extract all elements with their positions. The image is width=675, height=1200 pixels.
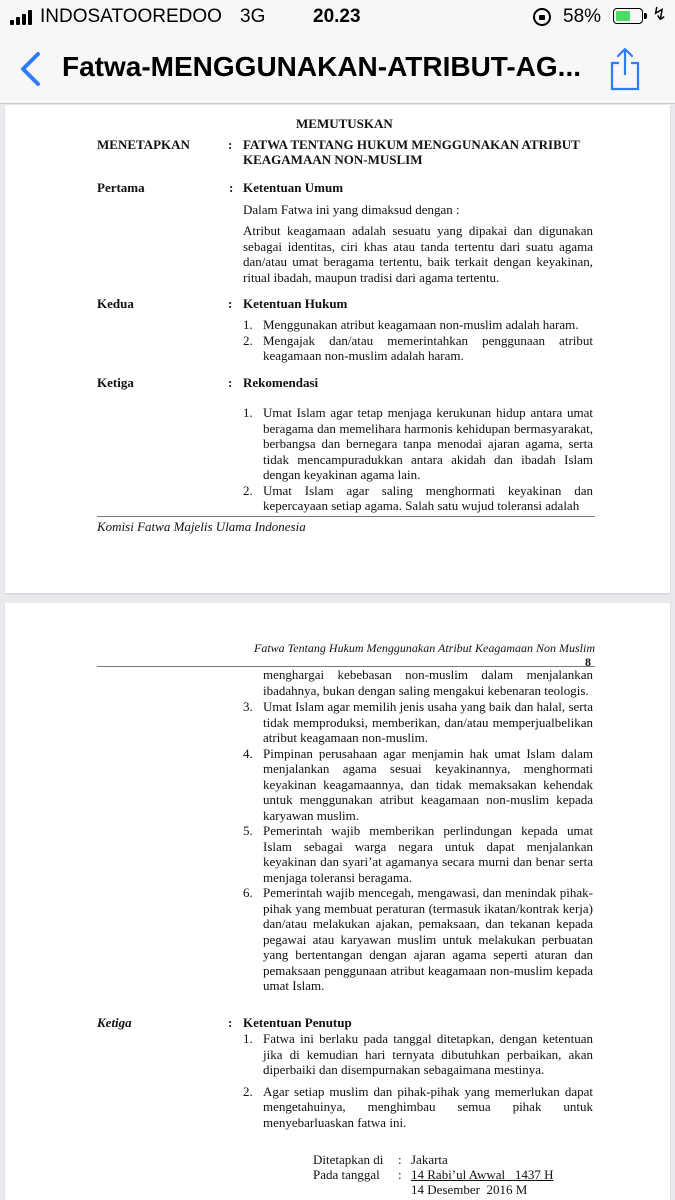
running-header: Fatwa Tentang Hukum Menggunakan Atribut Keagamaan Non Muslim bbox=[254, 641, 595, 655]
battery-percentage: 58% bbox=[563, 6, 602, 27]
document-page-2[interactable] bbox=[5, 603, 670, 1200]
kedua-title: Ketentuan Hukum bbox=[243, 296, 348, 311]
list-item: 1. Fatwa ini berlaku pada tanggal ditetapkan, dengan ketentuan jika di kemudian hari ternyata dibutuhkan perbaikan, akan diperbaiki dan disempurnakan sebagaimana mestinya. bbox=[243, 1031, 593, 1077]
ketiga-label: Ketiga bbox=[97, 375, 134, 390]
menetapkan-colon: : bbox=[228, 137, 233, 152]
page-number: 8 bbox=[585, 655, 591, 669]
tanggal-masehi: 14 Desember 2016 M bbox=[411, 1182, 528, 1197]
pertama-label: Pertama bbox=[97, 180, 145, 195]
list-item: 3. Umat Islam agar memilih jenis usaha yang baik dan halal, serta tidak memproduksi, memberikan, dan/atau memperjualbelikan atribut keagamaan non-muslim. bbox=[243, 699, 593, 745]
battery-icon bbox=[613, 8, 643, 24]
list-item: 4. Pimpinan perusahaan agar menjamin hak umat Islam dalam menjalankan agama sesuai keyakinannya, menghormati keyakinan keagamaannya, dan tidak memaksakan kehendak untuk menggunakan atribut keagamaan non-muslim kepada karyawan muslim. bbox=[243, 745, 593, 823]
navigation-bar bbox=[0, 34, 675, 104]
chevron-left-icon[interactable] bbox=[16, 51, 46, 87]
kedua-colon: : bbox=[228, 296, 233, 311]
ketiga-title: Rekomendasi bbox=[243, 375, 319, 390]
pertama-intro: Dalam Fatwa ini yang dimaksud dengan : bbox=[243, 202, 460, 217]
list-item: 1. Umat Islam agar tetap menjaga kerukunan hidup antara umat beragama dan memelihara harmonis kehidupan bermasyarakat, berbangsa dan bernegara tanpa menodai ajaran agama, serta tidak mencampuradukkan antara akidah dan ibadah Islam dengan keyakinan agama lain. bbox=[243, 405, 593, 482]
document-page-1[interactable] bbox=[5, 105, 670, 593]
list-item: 6. Pemerintah wajib mencegah, mengawasi, dan menindak pihak-pihak yang membuat peraturan (termasuk ikatan/kontrak kerja) dan/atau melakukan ajakan, pemaksaan, dan tekanan kepada pegawai atau karyawan muslim untuk melakukan perbuatan yang bertentangan dengan ajaran agama seperti aturan dan pemaksaan penggunaan atribut keagamaan non-muslim kepada umat Islam. bbox=[243, 885, 593, 993]
footer-divider bbox=[97, 516, 595, 517]
ketiga-penutup-label: Ketiga bbox=[97, 1015, 132, 1030]
pertama-colon: : bbox=[229, 180, 234, 195]
battery-level-fill bbox=[616, 11, 630, 21]
tanggal-label: Pada tanggal bbox=[313, 1167, 380, 1182]
kedua-list bbox=[243, 317, 593, 364]
list-item: 1. Menggunakan atribut keagamaan non-muslim adalah haram. bbox=[243, 317, 579, 332]
tanggal-colon: : bbox=[398, 1167, 402, 1182]
signal-strength-icon bbox=[10, 9, 36, 25]
ditetapkan-label: Ditetapkan di bbox=[313, 1152, 384, 1167]
rotation-lock-icon bbox=[533, 8, 551, 26]
menetapkan-label: MENETAPKAN bbox=[97, 137, 190, 152]
status-bar bbox=[0, 0, 675, 34]
ketiga-colon: : bbox=[228, 375, 233, 390]
list-item: 5. Pemerintah wajib memberikan perlindungan kepada umat Islam sebagai warga negara untuk dapat menjalankan keyakinan dan syari’at agamanya secara murni dan benar serta menjaga toleransi beragama. bbox=[243, 823, 593, 885]
menetapkan-text-line-1: FATWA TENTANG HUKUM MENGGUNAKAN ATRIBUT bbox=[243, 137, 580, 152]
kedua-label: Kedua bbox=[97, 296, 134, 311]
ditetapkan-colon: : bbox=[398, 1152, 402, 1167]
list-item: 2. Agar setiap muslim dan pihak-pihak yang memerlukan dapat mengetahuinya, menghimbau semua pihak untuk menyebarluaskan fatwa ini. bbox=[243, 1083, 593, 1130]
continuation-text: menghargai kebebasan non-muslim dalam menjalankan ibadahnya, bukan dengan saling mengakui kebenaran teologis. bbox=[263, 667, 593, 698]
list-item: 2. Umat Islam agar saling menghormati keyakinan dan kepercayaan setiap agama. Salah satu wujud toleransi adalah bbox=[243, 482, 593, 513]
share-icon[interactable] bbox=[608, 46, 642, 92]
pertama-definition: Atribut keagamaan adalah sesuatu yang dipakai dan digunakan sebagai identitas, ciri khas atau tanda tertentu dari suatu agama dan/atau umat beragama tertentu, baik terkait dengan keyakinan, ritual ibadah, maupun tradisi dari agama tertentu. bbox=[243, 223, 593, 285]
ketentuan-penutup-title: Ketentuan Penutup bbox=[243, 1015, 352, 1030]
rekomendasi-list-continued bbox=[243, 699, 593, 994]
document-title: Fatwa-MENGGUNAKAN-ATRIBUT-AG... bbox=[62, 51, 582, 82]
clock: 20.23 bbox=[313, 6, 361, 27]
section-heading: MEMUTUSKAN bbox=[296, 116, 393, 131]
carrier-name: INDOSATOOREDOO bbox=[40, 6, 222, 27]
ketiga-penutup-colon: : bbox=[228, 1015, 233, 1030]
ketiga-list bbox=[243, 405, 593, 514]
pertama-title: Ketentuan Umum bbox=[243, 180, 344, 195]
network-type: 3G bbox=[240, 6, 266, 27]
ditetapkan-location: Jakarta bbox=[411, 1152, 448, 1167]
charging-bolt-icon: ↯ bbox=[652, 4, 668, 24]
tanggal-hijri: 14 Rabi’ul Awwal 1437 H bbox=[411, 1167, 554, 1182]
page-footer: Komisi Fatwa Majelis Ulama Indonesia bbox=[97, 519, 306, 534]
penutup-list bbox=[243, 1031, 593, 1130]
menetapkan-text-line-2: KEAGAMAAN NON-MUSLIM bbox=[243, 152, 423, 167]
list-item: 2. Mengajak dan/atau memerintahkan penggunaan atribut keagamaan non-muslim adalah haram. bbox=[243, 332, 593, 363]
